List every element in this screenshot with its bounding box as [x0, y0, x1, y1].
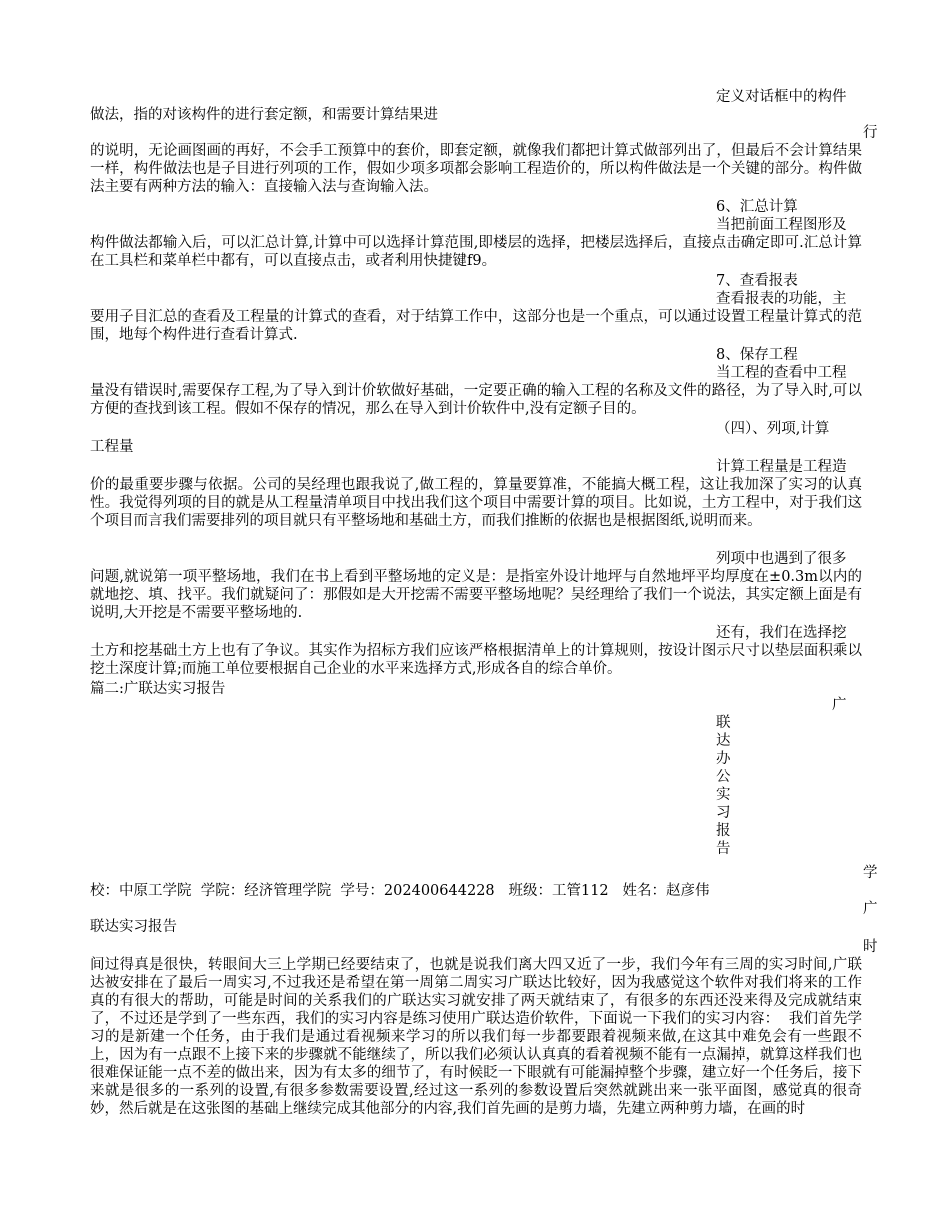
- s2-body: 构件做法都输入后，可以汇总计算,计算中可以选择计算范围,即楼层的选择，把楼层选择后，直接点击确定即可.汇总计算在工具栏和菜单栏中都有，可以直接点击，或者利用快捷键f9。: [90, 235, 862, 269]
- s5-body: 价的最重要步骤与依据。公司的吴经理也跟我说了,做工程的，算量要算准，不能搞大概工程，这让我加深了实习的认真性。我觉得列项的目的就是从工程量清单项目中找出我们这个项目中需要计算的项目。比如说，土方工程中，对于我们这个项目而言我们需要排列的项目就只有平整场地和基础土方，而我们推断的依据也是根据图纸,说明而来。: [90, 477, 862, 529]
- part2-title-start: 广: [832, 697, 847, 713]
- s2-title: 6、汇总计算: [716, 199, 798, 215]
- report-title-line: 联达实习报告: [90, 919, 177, 935]
- xue-char: 学: [863, 865, 878, 881]
- vertical-char: 告: [716, 841, 731, 857]
- s7-body: 土方和挖基础土方上也有了争议。其实作为招标方我们应该严格根据清单上的计算规则，按设计图示尺寸以垫层面积乘以挖土深度计算;而施工单位要根据自己企业的水平来选择方式,形成各自的综合单价。: [90, 643, 862, 677]
- s1-tail: 行: [863, 125, 878, 141]
- s4-title: 8、保存工程: [716, 347, 798, 363]
- s4-body: 量没有错误时,需要保存工程,为了导入到计价软做好基础，一定要正确的输入工程的名称及文件的路径，为了导入时,可以方便的查找到该工程。假如不保存的情况，那么在导入到计价软件中,没有定额子目的。: [90, 383, 862, 417]
- s1-line: 做法，指的对该构件的进行套定额，和需要计算结果进: [90, 107, 438, 123]
- s6-body: 问题,就说第一项平整场地，我们在书上看到平整场地的定义是：是指室外设计地坪与自然地坪平均厚度在±0.3m以内的就地挖、填、找平。我们就疑问了：那假如是大开挖需不需要平整场地呢？吴经理给了我们一个说法，其实定额上面是有说明,大开挖是不需要平整场地的.: [90, 569, 862, 621]
- vertical-char: 联: [716, 715, 731, 731]
- s5-title-right: （四）、列项,计算: [716, 421, 830, 437]
- vertical-char: 达: [716, 733, 731, 749]
- vertical-title: [716, 714, 736, 858]
- vertical-char: 实: [716, 787, 731, 803]
- s3-title: 7、查看报表: [716, 273, 798, 289]
- s3-head: 查看报表的功能，主: [716, 291, 847, 307]
- s3-body: 要用子目汇总的查看及工程量的计算式的查看，对于结算工作中，这部分也是一个重点，可以通过设置工程量计算式的范围，地每个构件进行查看计算式.: [90, 309, 862, 343]
- s7-head: 还有，我们在选择挖: [716, 625, 847, 641]
- vertical-char: 习: [716, 805, 731, 821]
- guang-char: 广: [863, 901, 878, 917]
- student-info: 校：中原工学院 学院：经济管理学院 学号：202400644228 班级：工管112 姓名：赵彦伟: [90, 883, 710, 899]
- vertical-char: 公: [716, 769, 731, 785]
- s6-head: 列项中也遇到了很多: [716, 551, 847, 567]
- s5-title-left: 工程量: [90, 439, 134, 455]
- s5-head: 计算工程量是工程造: [716, 459, 847, 475]
- s1-head: 定义对话框中的构件: [716, 89, 847, 105]
- vertical-char: 办: [716, 751, 731, 767]
- s1-body: 的说明，无论画图画的再好，不会手工预算中的套价，即套定额，就像我们都把计算式做部列出了，但最后不会计算结果一样，构件做法也是子目进行列项的工作，假如少项多项都会影响工程造价的，所以构件做法是一个关键的部分。构件做法主要有两种方法的输入：直接输入法与查询输入法。: [90, 143, 862, 195]
- shi-char: 时: [863, 939, 878, 955]
- part2-heading: 篇二:广联达实习报告: [90, 681, 226, 697]
- s2-head: 当把前面工程图形及: [716, 217, 847, 233]
- part2-body: 间过得真是很快，转眼间大三上学期已经要结束了，也就是说我们离大四又近了一步，我们今年有三周的实习时间,广联达被安排在了最后一周实习,不过我还是希望在第一周第二周实习广联达比较好，因为我感觉这个软件对我们将来的工作真的有很大的帮助，可能是时间的关系我们的广联达实习就安排了两天就结束了，有很多的东西还没来得及完成就结束了，不过还是学到了一些东西，我们的实习内容是练习使用广联达造价软件，下面说一下我们的实习内容： 我们首先学习的是新建一个任务，由于我们是通过看视频来学习的所以我们每一步都要跟着视频来做,在这其中难免会有一些跟不上，因为有一点跟不上接下来的步骤就不能继续了，所以我们必须认认真真的看着视频不能有一点漏掉，就算这样我们也很难保证能一点不差的做出来，因为有太多的细节了，有时候眨一下眼就有可能漏掉整个步骤，建立好一个任务后，接下来就是很多的一系列的设置,有很多参数需要设置,经过这一系列的参数设置后突然就跳出来一张平面图，感觉真的很奇妙，然后就是在这张图的基础上继续完成其他部分的内容,我们首先画的是剪力墙，先建立两种剪力墙，在画的时: [90, 957, 862, 1117]
- s4-head: 当工程的查看中工程: [716, 365, 847, 381]
- vertical-char: 报: [716, 823, 731, 839]
